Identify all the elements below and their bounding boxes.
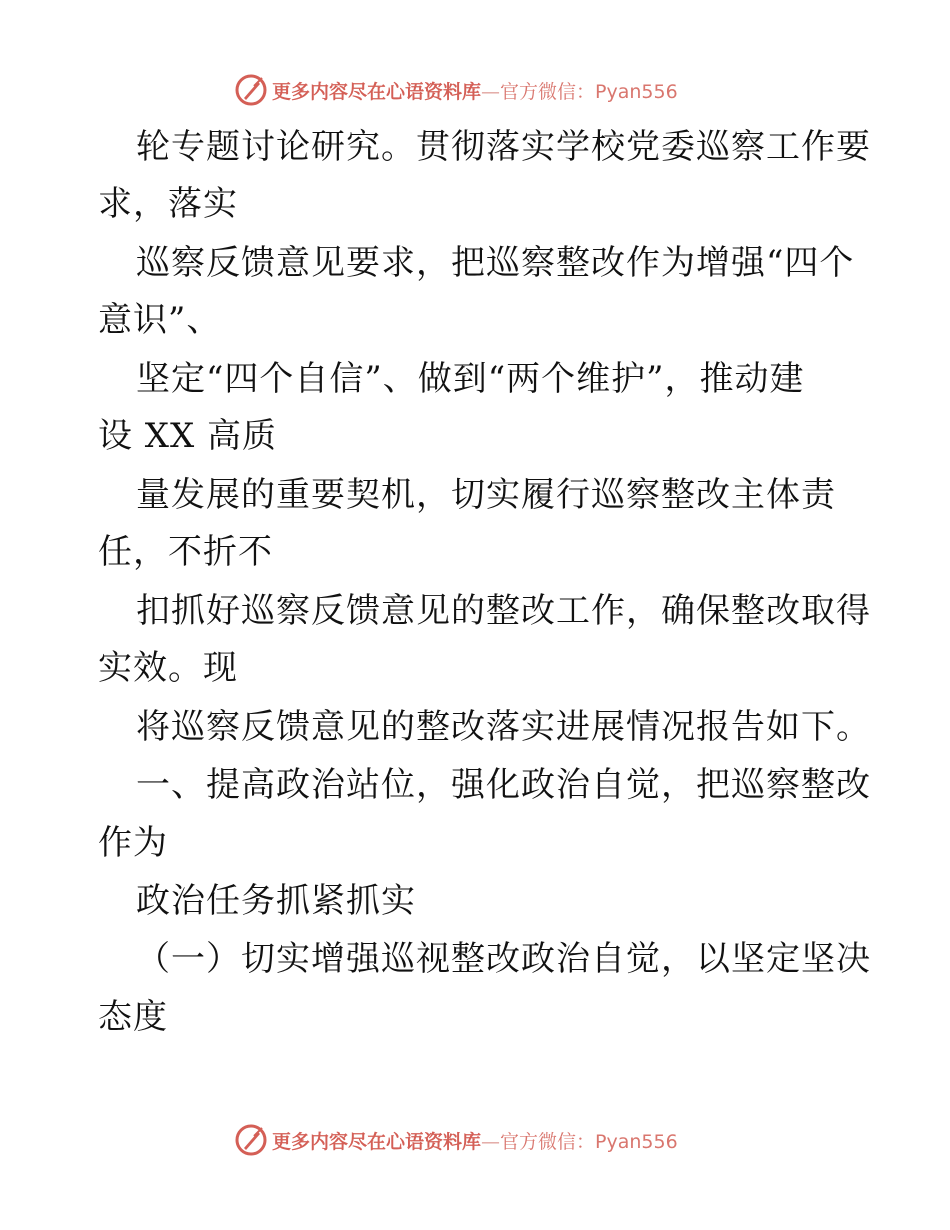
subsection-heading-line: （一）切实增强巡视整改政治自觉，以坚定坚决 <box>136 939 871 979</box>
watermark-suffix: 官方微信：Pyan556 <box>500 80 678 103</box>
paragraph-line: 坚定“四个自信”、做到“两个维护”，推动建 <box>136 359 805 399</box>
watermark-suffix: 官方微信：Pyan556 <box>500 1130 678 1153</box>
paragraph-line: 实效。现 <box>98 648 238 688</box>
quill-logo-icon <box>234 1123 268 1157</box>
watermark-brand: 更多内容尽在心语资料库 <box>272 80 482 103</box>
watermark-text <box>272 77 678 104</box>
paragraph-line: 量发展的重要契机，切实履行巡察整改主体责 <box>136 475 836 515</box>
paragraph-line: 将巡察反馈意见的整改落实进展情况报告如下。 <box>136 707 871 747</box>
watermark-separator: — <box>481 80 501 103</box>
section-heading-line: 一、提高政治站位，强化政治自觉，把巡察整改 <box>136 765 871 805</box>
footer-watermark <box>234 1122 678 1158</box>
paragraph-line: 巡察反馈意见要求，把巡察整改作为增强“四个 <box>136 243 855 283</box>
paragraph-line: 任，不折不 <box>98 532 273 572</box>
section-heading-line: 政治任务抓紧抓实 <box>136 881 416 921</box>
paragraph-line: 轮专题讨论研究。贯彻落实学校党委巡察工作要 <box>136 127 871 167</box>
paragraph-line: 扣抓好巡察反馈意见的整改工作，确保整改取得 <box>136 591 871 631</box>
paragraph-line: 设 XX 高质 <box>98 416 278 456</box>
quill-logo-icon <box>234 73 268 107</box>
paragraph-line: 求，落实 <box>98 184 238 224</box>
subsection-heading-line: 态度 <box>98 997 168 1037</box>
watermark-text <box>272 1127 678 1154</box>
watermark-separator: — <box>481 1130 501 1153</box>
header-watermark <box>234 72 678 108</box>
paragraph-line: 意识”、 <box>98 300 222 340</box>
section-heading-line: 作为 <box>98 823 168 863</box>
watermark-brand: 更多内容尽在心语资料库 <box>272 1130 482 1153</box>
